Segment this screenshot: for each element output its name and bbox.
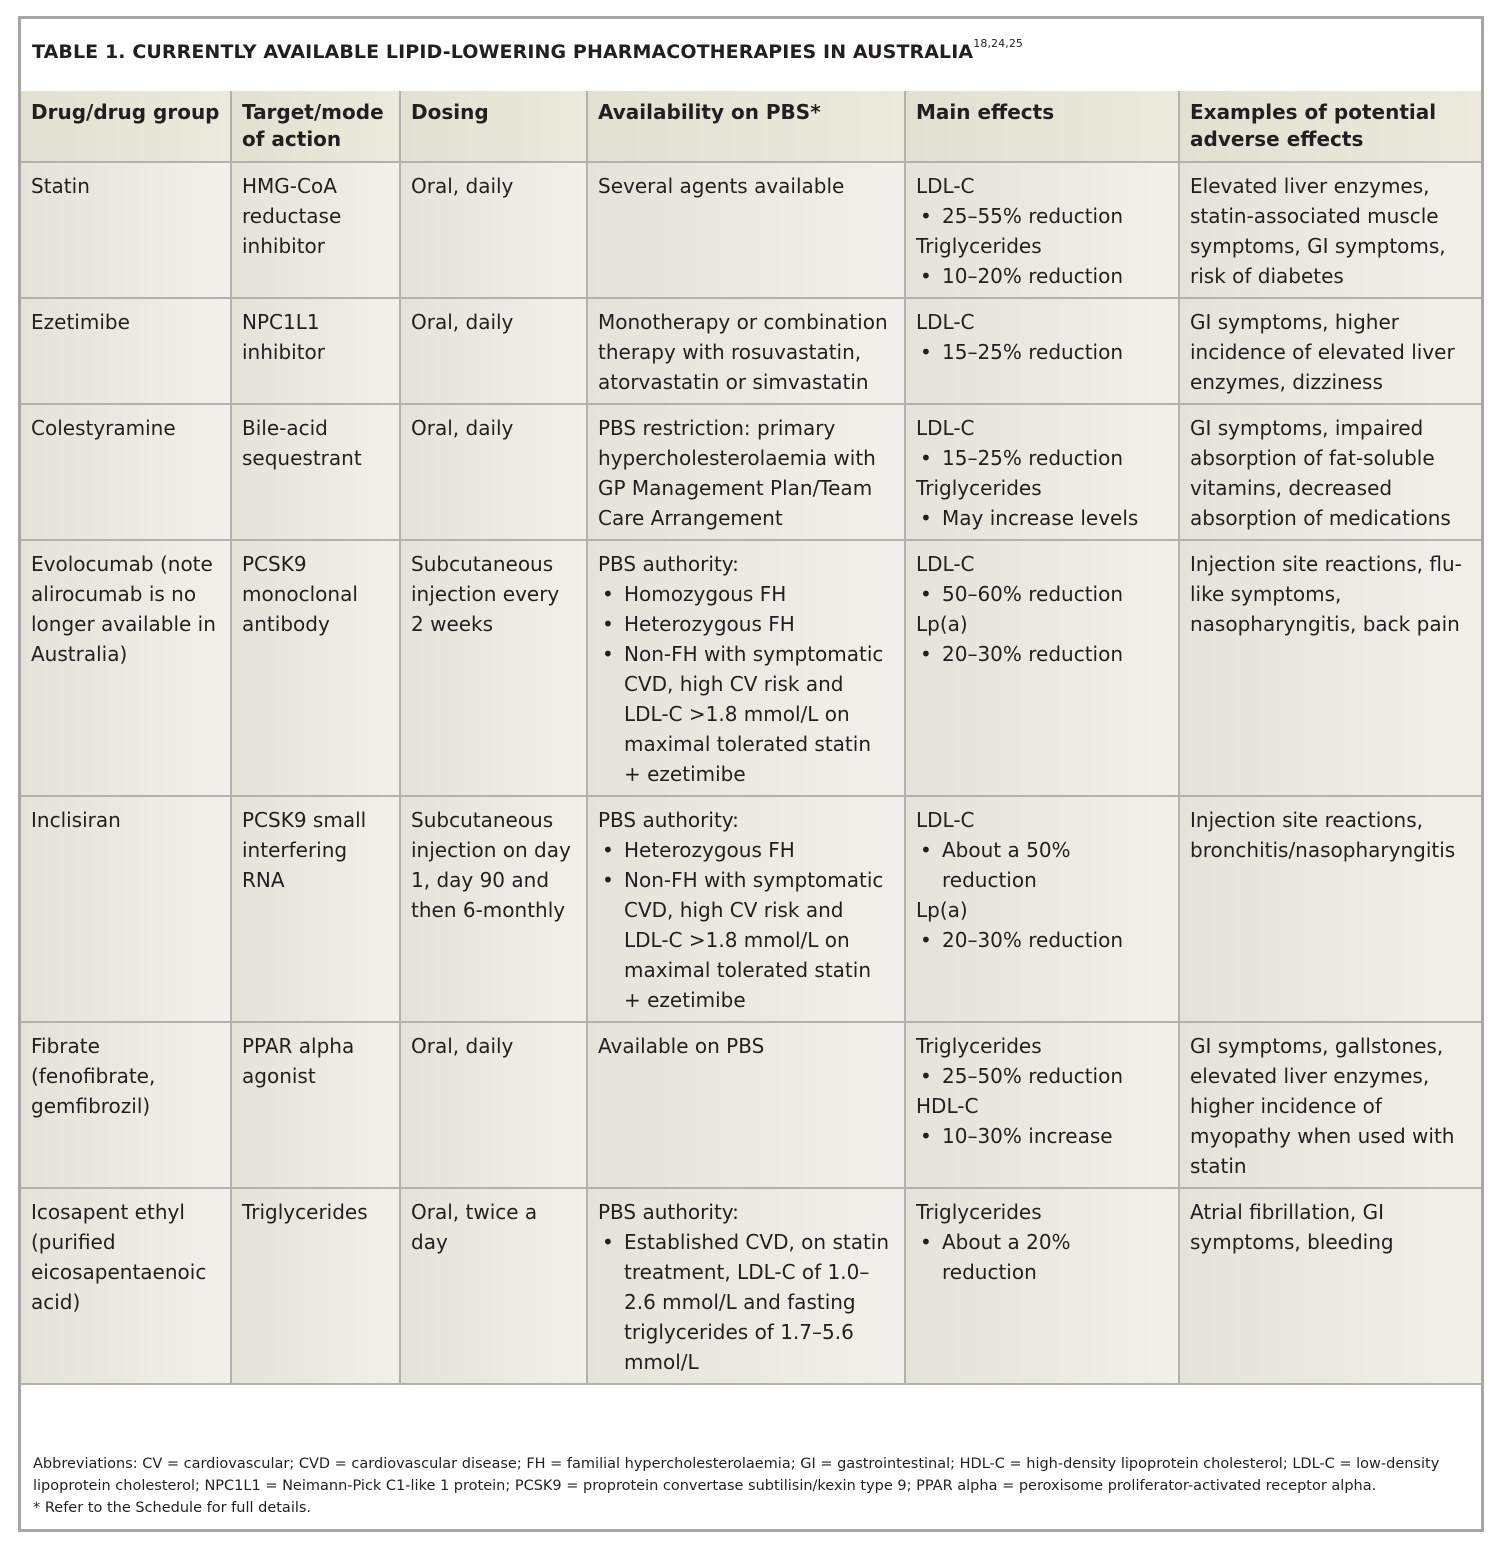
cell-availability — [587, 298, 905, 404]
cell-effects — [905, 298, 1179, 404]
availability-text: PBS authority: — [598, 1200, 739, 1224]
effect-list — [916, 579, 1168, 609]
cell-adverse: Atrial fibrillation, GI symptoms, bleeding — [1179, 1188, 1481, 1384]
cell-target: Triglycerides — [231, 1188, 400, 1384]
cell-effects — [905, 1188, 1179, 1384]
effect-label: LDL-C — [916, 174, 975, 198]
header-row — [21, 91, 1481, 162]
availability-text: PBS authority: — [598, 808, 739, 832]
cell-adverse: GI symptoms, higher incidence of elevated liver enzymes, dizziness — [1179, 298, 1481, 404]
cell-effects — [905, 1022, 1179, 1188]
title-bar — [21, 19, 1481, 83]
cell-target: NPC1L1 inhibitor — [231, 298, 400, 404]
column-header-drug: Drug/drug group — [21, 91, 231, 162]
table-row — [21, 298, 1481, 404]
availability-text: Available on PBS — [598, 1034, 765, 1058]
availability-text: PBS restriction: primary hypercholesterolaemia with GP Management Plan/Team Care Arrangement — [598, 416, 876, 530]
cell-drug: Evolocumab (note alirocumab is no longer available in Australia) — [21, 540, 231, 796]
cell-dosing: Oral, daily — [400, 404, 587, 540]
bullet-item: • Homozygous FH — [598, 579, 894, 609]
cell-effects — [905, 796, 1179, 1022]
cell-adverse: Injection site reactions, bronchitis/nasopharyngitis — [1179, 796, 1481, 1022]
effect-list — [916, 1061, 1168, 1091]
table-frame — [18, 16, 1484, 1532]
bullet-item: • 10–30% increase — [916, 1121, 1168, 1151]
cell-drug: Fibrate (fenofibrate, gemfibrozil) — [21, 1022, 231, 1188]
cell-availability — [587, 1188, 905, 1384]
effect-label: Lp(a) — [916, 612, 968, 636]
effect-label: LDL-C — [916, 310, 975, 334]
effect-list — [916, 925, 1168, 955]
effect-label: LDL-C — [916, 552, 975, 576]
cell-drug: Ezetimibe — [21, 298, 231, 404]
table-row — [21, 404, 1481, 540]
cell-effects — [905, 404, 1179, 540]
effect-label: LDL-C — [916, 808, 975, 832]
effect-list — [916, 1121, 1168, 1151]
cell-target: HMG-CoA reductase inhibitor — [231, 162, 400, 298]
bullet-item: • Heterozygous FH — [598, 835, 894, 865]
bullet-item: • 20–30% reduction — [916, 639, 1168, 669]
cell-dosing: Oral, daily — [400, 162, 587, 298]
effect-list — [916, 443, 1168, 473]
bullet-item: • 50–60% reduction — [916, 579, 1168, 609]
effect-label: LDL-C — [916, 416, 975, 440]
cell-dosing: Oral, daily — [400, 1022, 587, 1188]
table-body — [21, 162, 1481, 1384]
availability-text: Several agents available — [598, 174, 845, 198]
effect-label: Lp(a) — [916, 898, 968, 922]
table-row — [21, 540, 1481, 796]
cell-effects — [905, 540, 1179, 796]
table-row — [21, 1188, 1481, 1384]
pharmacotherapy-table — [21, 91, 1481, 1385]
cell-target: Bile-acid sequestrant — [231, 404, 400, 540]
bullet-item: • 10–20% reduction — [916, 261, 1168, 291]
effect-label: Triglycerides — [916, 1034, 1042, 1058]
availability-list — [598, 1227, 894, 1377]
cell-availability — [587, 1022, 905, 1188]
cell-adverse: GI symptoms, impaired absorption of fat-soluble vitamins, decreased absorption of medications — [1179, 404, 1481, 540]
table-row — [21, 162, 1481, 298]
cell-dosing: Subcutaneous injection every 2 weeks — [400, 540, 587, 796]
cell-dosing: Oral, daily — [400, 298, 587, 404]
effect-list — [916, 201, 1168, 231]
asterisk-note: * Refer to the Schedule for full details. — [33, 1500, 312, 1516]
cell-drug: Statin — [21, 162, 231, 298]
column-header-adverse: Examples of potential adverse effects — [1179, 91, 1481, 162]
column-header-effects: Main effects — [905, 91, 1179, 162]
availability-text: PBS authority: — [598, 552, 739, 576]
cell-effects — [905, 162, 1179, 298]
availability-text: Monotherapy or combination therapy with rosuvastatin, atorvastatin or simvastatin — [598, 310, 888, 394]
table-title-text: TABLE 1. CURRENTLY AVAILABLE LIPID-LOWERING PHARMACOTHERAPIES IN AUSTRALIA — [32, 41, 974, 63]
effect-list — [916, 337, 1168, 367]
footnote — [33, 1453, 1471, 1519]
cell-adverse: Elevated liver enzymes, statin-associated muscle symptoms, GI symptoms, risk of diabetes — [1179, 162, 1481, 298]
abbreviations-note: Abbreviations: CV = cardiovascular; CVD = cardiovascular disease; FH = familial hypercholesterolaemia; GI = gastrointestinal; HDL-C = high-density lipoprotein cholesterol; LDL-C = low-density lipoprotein cholesterol; NPC1L1 = Neimann-Pick C1-like 1 protein; PCSK9 = proprotein convertase subtilisin/kexin type 9; PPAR alpha = peroxisome proliferator-activated receptor alpha. — [33, 1456, 1440, 1494]
effect-list — [916, 835, 1168, 895]
bullet-item: • About a 50% reduction — [916, 835, 1168, 895]
cell-dosing: Oral, twice a day — [400, 1188, 587, 1384]
bullet-item: • 20–30% reduction — [916, 925, 1168, 955]
effect-label: Triglycerides — [916, 234, 1042, 258]
cell-availability — [587, 162, 905, 298]
column-header-availability: Availability on PBS* — [587, 91, 905, 162]
column-header-target: Target/mode of action — [231, 91, 400, 162]
effect-list — [916, 503, 1168, 533]
cell-adverse: Injection site reactions, flu-like symptoms, nasopharyngitis, back pain — [1179, 540, 1481, 796]
cell-target: PCSK9 monoclonal antibody — [231, 540, 400, 796]
effect-list — [916, 639, 1168, 669]
effect-list — [916, 261, 1168, 291]
bullet-item: • Non-FH with symptomatic CVD, high CV risk and LDL-C >1.8 mmol/L on maximal tolerated statin + ezetimibe — [598, 639, 894, 789]
bullet-item: • About a 20% reduction — [916, 1227, 1168, 1287]
bullet-item: • 15–25% reduction — [916, 443, 1168, 473]
cell-availability — [587, 404, 905, 540]
cell-adverse: GI symptoms, gallstones, elevated liver enzymes, higher incidence of myopathy when used with statin — [1179, 1022, 1481, 1188]
bullet-item: • May increase levels — [916, 503, 1168, 533]
cell-availability — [587, 796, 905, 1022]
bullet-item: • 25–55% reduction — [916, 201, 1168, 231]
title-references: 18,24,25 — [973, 37, 1024, 50]
bullet-item: • 25–50% reduction — [916, 1061, 1168, 1091]
bullet-item: • Heterozygous FH — [598, 609, 894, 639]
effect-list — [916, 1227, 1168, 1287]
cell-dosing: Subcutaneous injection on day 1, day 90 and then 6-monthly — [400, 796, 587, 1022]
bullet-item: • Non-FH with symptomatic CVD, high CV risk and LDL-C >1.8 mmol/L on maximal tolerated statin + ezetimibe — [598, 865, 894, 1015]
cell-target: PPAR alpha agonist — [231, 1022, 400, 1188]
table-row — [21, 796, 1481, 1022]
effect-label: Triglycerides — [916, 476, 1042, 500]
table-wrapper — [21, 91, 1481, 1385]
effect-label: HDL-C — [916, 1094, 979, 1118]
bullet-item: • 15–25% reduction — [916, 337, 1168, 367]
availability-list — [598, 835, 894, 1015]
column-header-dosing: Dosing — [400, 91, 587, 162]
cell-drug: Inclisiran — [21, 796, 231, 1022]
cell-target: PCSK9 small interfering RNA — [231, 796, 400, 1022]
table-title — [32, 37, 1024, 63]
cell-drug: Colestyramine — [21, 404, 231, 540]
bullet-item: • Established CVD, on statin treatment, LDL-C of 1.0–2.6 mmol/L and fasting triglycerides of 1.7–5.6 mmol/L — [598, 1227, 894, 1377]
cell-drug: Icosapent ethyl (purified eicosapentaenoic acid) — [21, 1188, 231, 1384]
effect-label: Triglycerides — [916, 1200, 1042, 1224]
availability-list — [598, 579, 894, 789]
cell-availability — [587, 540, 905, 796]
table-row — [21, 1022, 1481, 1188]
